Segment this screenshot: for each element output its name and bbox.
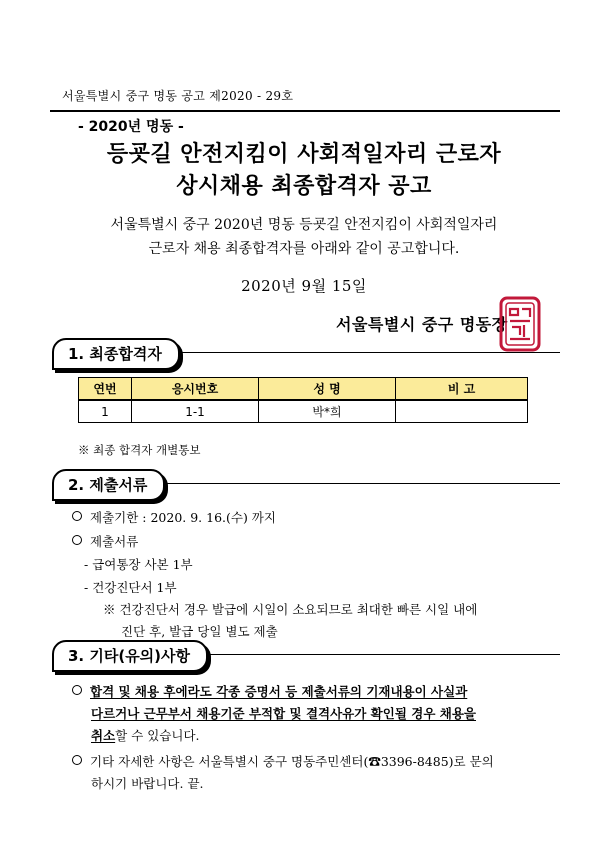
official-seal-icon — [498, 295, 542, 353]
circle-bullet-icon — [72, 755, 82, 765]
table-header-row — [79, 378, 528, 401]
item1-line1: 합격 및 채용 후에라도 각종 증명서 등 제출서류의 기재내용이 사실과 — [90, 684, 468, 699]
col-header-name: 성 명 — [259, 378, 396, 401]
table-row — [79, 400, 528, 423]
section1-title: 1. 최종합격자 — [52, 338, 180, 370]
item2-line1: 기타 자세한 사항은 서울특별시 중구 명동주민센터(☎3396-8485)로 문의 — [90, 754, 494, 769]
intro-line2: 근로자 채용 최종합격자를 아래와 같이 공고합니다. — [148, 241, 460, 257]
col-header-remarks: 비 고 — [396, 378, 528, 401]
item1-line3-rest: 할 수 있습니다. — [115, 728, 200, 743]
circle-bullet-icon — [72, 511, 82, 521]
cell-name: 박*희 — [259, 400, 396, 423]
intro-paragraph — [0, 213, 608, 261]
notice-date: 2020년 9월 15일 — [241, 277, 367, 295]
section1-note: ※ 최종 합격자 개별통보 — [78, 443, 201, 457]
item1-line2: 다르거나 근무부서 채용기준 부적합 및 결격사유가 확인될 경우 채용을 — [91, 706, 476, 721]
col-header-no: 연번 — [79, 378, 132, 401]
docs-item — [72, 532, 138, 550]
item2-line2: 하시기 바랍니다. 끝. — [91, 776, 204, 791]
circle-bullet-icon — [72, 535, 82, 545]
subtitle: - 2020년 명동 - — [78, 119, 184, 135]
doc-note-line1: ※ 건강진단서 경우 발급에 시일이 소요되므로 최대한 빠른 시일 내에 — [103, 602, 478, 617]
notice-item2 — [72, 751, 562, 795]
docs-label: 제출서류 — [90, 534, 139, 549]
notice-number: 서울특별시 중구 명동 공고 제2020 - 29호 — [62, 89, 294, 103]
section3-title: 3. 기타(유의)사항 — [52, 640, 208, 672]
page-title-line1: 등굣길 안전지킴이 사회적일자리 근로자 — [106, 142, 502, 167]
section2-title: 2. 제출서류 — [52, 469, 165, 501]
header-rule — [50, 110, 560, 112]
results-table — [78, 377, 528, 423]
intro-line1: 서울특별시 중구 2020년 명동 등굣길 안전지킴이 사회적일자리 — [110, 217, 498, 233]
deadline-item — [72, 508, 276, 526]
notice-item1 — [72, 681, 562, 747]
cell-exam-no: 1-1 — [132, 400, 259, 423]
doc1: - 급여통장 사본 1부 — [84, 557, 193, 572]
col-header-exam-no: 응시번호 — [132, 378, 259, 401]
doc-note-line2: 진단 후, 발급 당일 별도 제출 — [121, 624, 278, 639]
circle-bullet-icon — [72, 685, 82, 695]
cell-no: 1 — [79, 400, 132, 423]
issuer: 서울특별시 중구 명동장 — [336, 315, 508, 334]
deadline-text: 제출기한 : 2020. 9. 16.(수) 까지 — [90, 510, 276, 525]
page-title-line2: 상시채용 최종합격자 공고 — [176, 174, 432, 199]
cell-remarks — [396, 400, 528, 423]
doc2: - 건강진단서 1부 — [84, 580, 177, 595]
item1-line3-underlined: 취소 — [91, 728, 116, 743]
